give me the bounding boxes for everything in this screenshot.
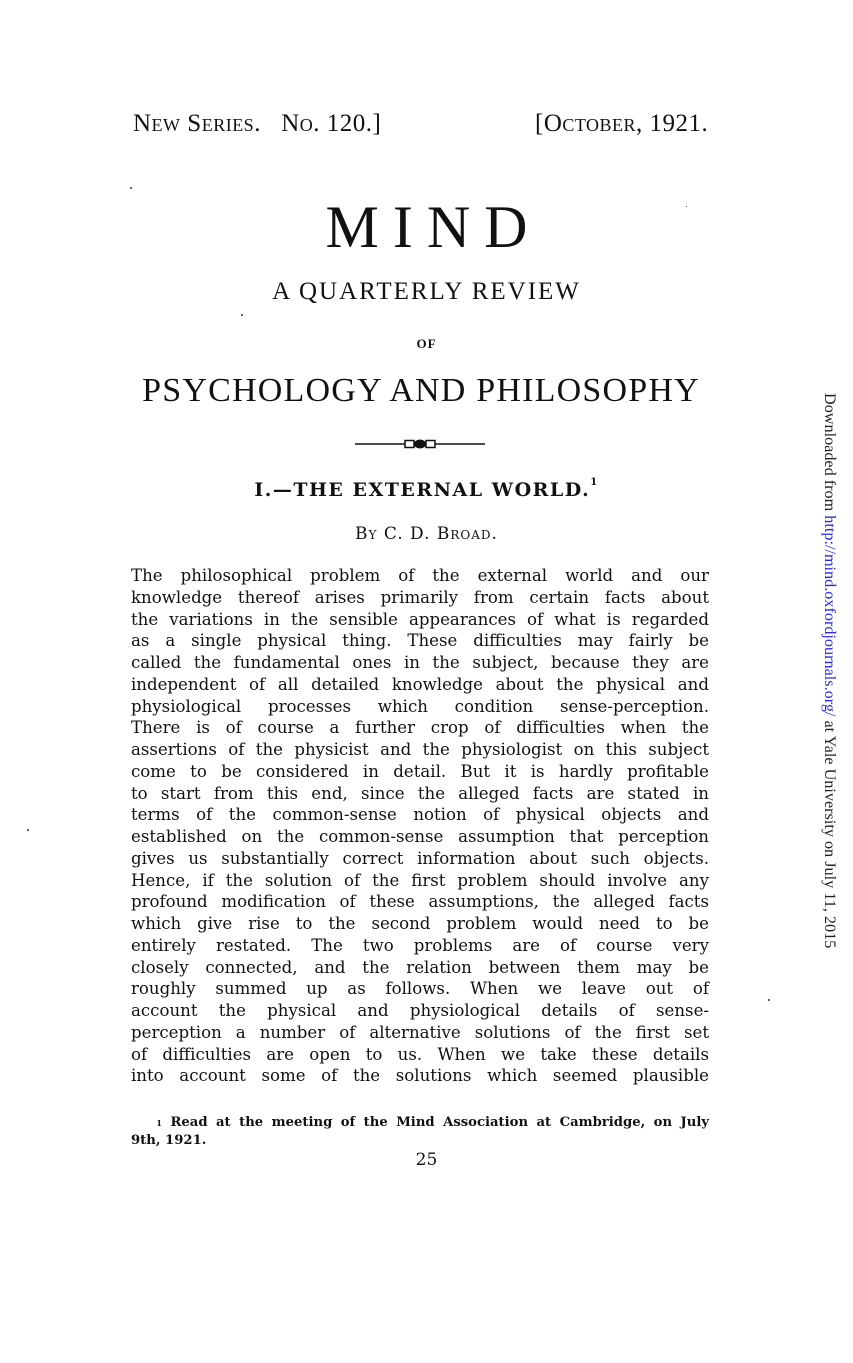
- ornament-divider-icon: [355, 438, 485, 450]
- body-line: called the fundamental ones in the subject, because they are: [131, 653, 709, 672]
- scan-speck: [27, 829, 29, 831]
- source-link[interactable]: http://mind.oxfordjournals.org/: [821, 515, 839, 717]
- journal-subtitle-of: OF: [416, 336, 437, 351]
- journal-title: MIND: [325, 194, 542, 260]
- body-line: There is of course a further crop of difficulties when the: [131, 718, 709, 738]
- article-byline: By C. D. Broad.: [355, 524, 498, 544]
- body-line: profound modification of these assumptions, the alleged facts: [131, 892, 709, 912]
- article-title: [0, 479, 853, 501]
- download-watermark: [820, 393, 839, 948]
- issue-date: [October, 1921.: [535, 110, 709, 137]
- body-line: into account some of the solutions which seemed plausible: [131, 1066, 709, 1086]
- footnote-line-2: 9th, 1921.: [131, 1133, 207, 1148]
- footnote: [131, 1114, 709, 1150]
- body-line: Hence, if the solution of the first problem should involve any: [131, 870, 709, 890]
- footnote-text: Read at the meeting of the Mind Association at Cambridge, on July: [170, 1115, 709, 1130]
- scan-speck: [241, 314, 243, 316]
- journal-field: PSYCHOLOGY AND PHILOSOPHY: [142, 372, 700, 409]
- body-line: of difficulties are open to us. When we take these details: [131, 1044, 709, 1064]
- scan-speck: [130, 187, 132, 189]
- body-line: the variations in the sensible appearances of what is regarded: [131, 609, 709, 629]
- page-number: 25: [415, 1150, 438, 1170]
- body-line: terms of the common-sense notion of physical objects and: [131, 805, 709, 825]
- scan-speck: [768, 999, 770, 1001]
- body-line: account the physical and physiological details of sense-: [131, 1001, 709, 1020]
- download-prefix: Downloaded from: [821, 393, 839, 516]
- footnote-reference[interactable]: 1: [590, 477, 599, 488]
- series-number-header: [133, 110, 381, 138]
- journal-subtitle: A QUARTERLY REVIEW: [272, 278, 581, 305]
- body-line: closely connected, and the relation between them may be: [131, 957, 709, 977]
- body-line: independent of all detailed knowledge about the physical and: [131, 674, 709, 694]
- body-line: physiological processes which condition sense-perception.: [131, 696, 709, 716]
- body-line: perception a number of alternative solutions of the first set: [131, 1022, 709, 1042]
- body-line: which give rise to the second problem would need to be: [131, 914, 709, 933]
- body-line: assertions of the physicist and the physiologist on this subject: [131, 740, 709, 759]
- scan-speck: [686, 206, 687, 207]
- body-paragraph: [131, 565, 709, 1087]
- body-line: roughly summed up as follows. When we leave out of: [131, 979, 709, 999]
- body-line: as a single physical thing. These difficulties may fairly be: [131, 631, 709, 651]
- footnote-line-1: [131, 1114, 709, 1132]
- body-line: entirely restated. The two problems are of course very: [131, 935, 709, 955]
- footnote-mark: 1: [156, 1118, 162, 1128]
- download-suffix: at Yale University on July 11, 2015: [821, 716, 839, 949]
- body-line: gives us substantially correct information about such objects.: [131, 848, 709, 868]
- body-line: knowledge thereof arises primarily from certain facts about: [131, 587, 709, 607]
- body-line: established on the common-sense assumption that perception: [131, 827, 709, 846]
- body-line: to start from this end, since the alleged facts are stated in: [131, 783, 709, 803]
- body-line: The philosophical problem of the external world and our: [131, 566, 709, 585]
- issue-number: No. 120.]: [281, 110, 382, 137]
- body-line: come to be considered in detail. But it is hardly profitable: [131, 761, 709, 781]
- series-label: New Series.: [133, 110, 261, 137]
- article-title-text: I.—THE EXTERNAL WORLD.: [254, 479, 591, 501]
